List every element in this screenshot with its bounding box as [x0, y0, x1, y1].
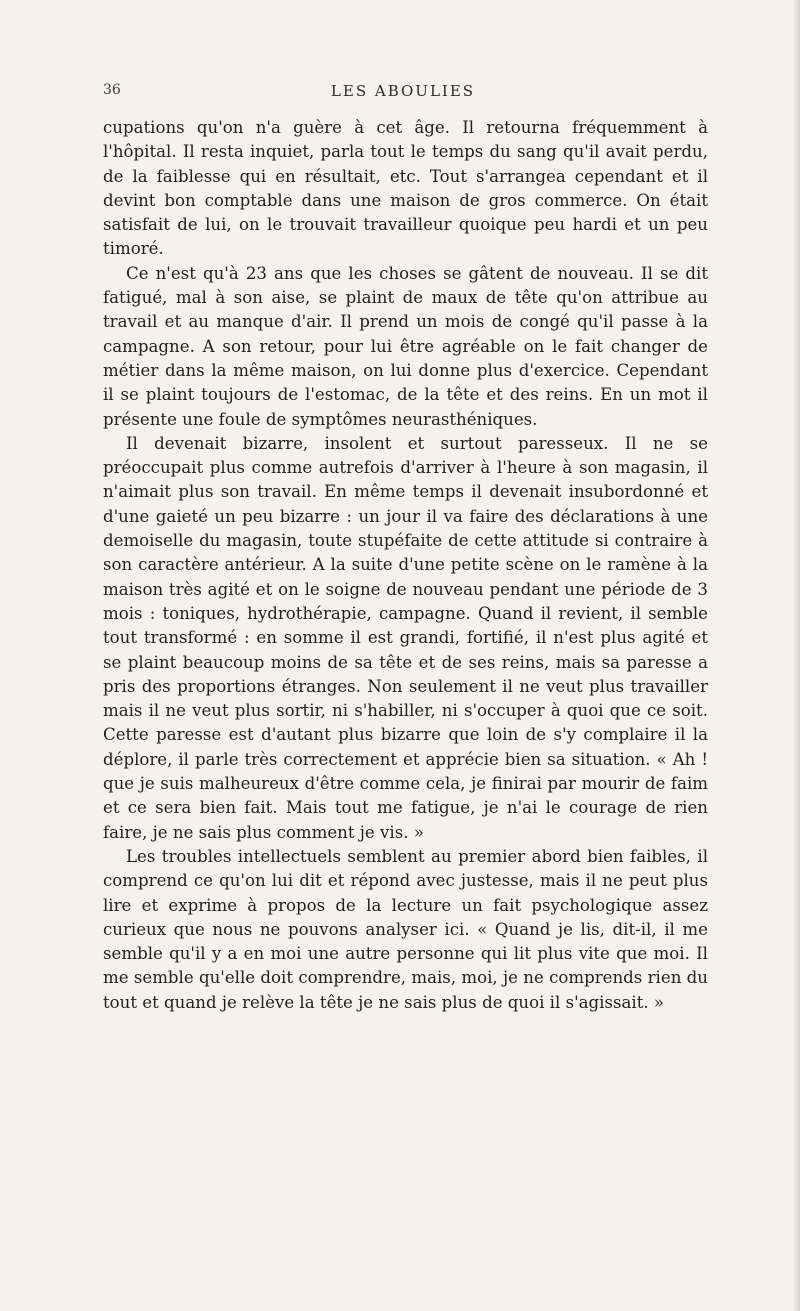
page-number: 36 [103, 82, 121, 98]
page-header [103, 82, 703, 108]
paragraph: Ce n'est qu'à 23 ans que les choses se gâtent de nouveau. Il se dit fatigué, mal à son aise, se plaint de maux de tête qu'on attribue au travail et au manque d'air. Il prend un mois de congé qu'il passe à la campagne. A son retour, pour lui être agréable on le fait changer de métier dans la même maison, on lui donne plus d'exercice. Cependant il se plaint toujours de l'estomac, de la tête et des reins. En un mot il présente une foule de symptômes neurasthéniques. [103, 263, 708, 429]
body-text [103, 116, 708, 1015]
paragraph: Il devenait bizarre, insolent et surtout paresseux. Il ne se préoccupait plus comme autrefois d'arriver à l'heure à son magasin, il n'aimait plus son travail. En même temps il devenait insubordonné et d'une gaieté un peu bizarre : un jour il va faire des déclarations à une demoiselle du magasin, toute stupéfaite de cette attitude si contraire à son caractère antérieur. A la suite d'une petite scène on le ramène à la maison très agité et on le soigne de nouveau pendant une période de 3 mois : toniques, hydrothérapie, campagne. Quand il revient, il semble tout transformé : en somme il est grandi, fortifié, il n'est plus agité et se plaint beaucoup moins de sa tête et de ses reins, mais sa paresse a pris des proportions étranges. Non seulement il ne veut plus travailler mais il ne veut plus sortir, ni s'habiller, ni s'occuper à quoi que ce soit. Cette paresse est d'autant plus bizarre que loin de s'y complaire il la déplore, il parle très correctement et apprécie bien sa situation. « Ah ! que je suis malheureux d'être comme cela, je finirai par mourir de faim et ce sera bien fait. Mais tout me fatigue, je n'ai le courage de rien faire, je ne sais plus comment je vis. » [103, 433, 708, 842]
paragraph: Les troubles intellectuels semblent au premier abord bien faibles, il comprend ce qu'on lui dit et répond avec justesse, mais il ne peut plus lire et exprime à propos de la lecture un fait psychologique assez curieux que nous ne pouvons analyser ici. « Quand je lis, dit-il, il me semble qu'il y a en moi une autre personne qui lit plus vite que moi. Il me semble qu'elle doit comprendre, mais, moi, je ne comprends rien du tout et quand je relève la tête je ne sais plus de quoi il s'agissait. » [103, 846, 708, 1012]
paragraph-continuation: cupations qu'on n'a guère à cet âge. Il retourna fréquemment à l'hôpital. Il resta inquiet, parla tout le temps du sang qu'il avait perdu, de la faiblesse qui en résultait, etc. Tout s'arrangea cependant et il devint bon comptable dans une maison de gros commerce. On était satisfait de lui, on le trouvait travailleur quoique peu hardi et un peu timoré. [103, 118, 708, 259]
page-edge-shadow [792, 0, 800, 1311]
running-title: LES ABOULIES [330, 82, 476, 100]
